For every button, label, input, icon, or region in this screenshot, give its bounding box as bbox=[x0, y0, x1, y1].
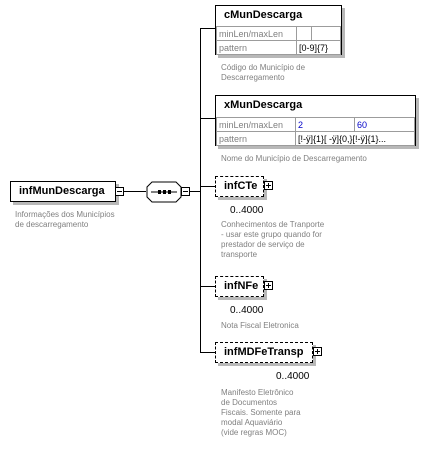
element-name: xMunDescarga bbox=[224, 99, 303, 111]
element-description: Nota Fiscal Eletronica bbox=[221, 321, 299, 330]
occurrence-label: 0..4000 bbox=[230, 205, 264, 216]
root-connector bbox=[124, 191, 146, 192]
branch-infnfe bbox=[200, 286, 215, 287]
facet-value: [0-9]{7} bbox=[297, 41, 341, 55]
expand-icon[interactable] bbox=[264, 281, 273, 290]
branch-infmdfe bbox=[200, 352, 215, 353]
element-name: infNFe bbox=[224, 280, 259, 292]
element-infmdfetransp[interactable] bbox=[215, 342, 313, 363]
collapse-icon[interactable] bbox=[115, 187, 124, 196]
sequence-connector bbox=[190, 191, 200, 192]
facet-key: minLen/maxLen bbox=[217, 27, 297, 41]
facet-value-2: 60 bbox=[355, 118, 415, 132]
expand-icon[interactable] bbox=[313, 347, 322, 356]
element-infcte[interactable] bbox=[215, 176, 264, 197]
facet-value-2 bbox=[312, 27, 341, 41]
branch-infcte bbox=[200, 186, 215, 187]
element-cmundescarga[interactable] bbox=[215, 5, 342, 55]
element-infnfe[interactable] bbox=[215, 276, 264, 297]
facet-value bbox=[297, 27, 312, 41]
element-description: Nome do Município de Descarregamento bbox=[221, 154, 367, 163]
element-name: cMunDescarga bbox=[224, 9, 303, 21]
root-element-box[interactable] bbox=[10, 181, 116, 202]
branch-xmun bbox=[200, 118, 215, 119]
sequence-collapse-icon[interactable] bbox=[181, 187, 190, 196]
tree-trunk bbox=[200, 28, 201, 352]
facet-value: [!-ÿ]{1}[ -ÿ]{0,}[!-ÿ]{1}... bbox=[296, 132, 415, 146]
facet-key: minLen/maxLen bbox=[217, 118, 296, 132]
facet-key: pattern bbox=[217, 132, 296, 146]
element-name: infCTe bbox=[224, 180, 258, 192]
occurrence-label: 0..4000 bbox=[276, 371, 310, 382]
element-xmundescarga[interactable] bbox=[215, 95, 416, 146]
facets-table bbox=[216, 26, 341, 55]
expand-icon[interactable] bbox=[264, 181, 273, 190]
element-name: infMDFeTransp bbox=[224, 346, 304, 358]
facet-value: 2 bbox=[296, 118, 355, 132]
element-description: Conhecimentos de Tranporte - usar este grupo quando for prestador de serviço de transporte bbox=[221, 220, 325, 259]
root-element-name: infMunDescarga bbox=[19, 185, 105, 197]
branch-cmun bbox=[200, 28, 215, 29]
element-description: Manifesto Eletrônico de Documentos Fiscais. Somente para modal Aquaviário (vide regras MOC) bbox=[221, 388, 301, 437]
sequence-compositor-icon[interactable] bbox=[146, 181, 182, 203]
facets-table bbox=[216, 117, 415, 146]
facet-key: pattern bbox=[217, 41, 297, 55]
root-description: Informações dos Municípios de descarregamento bbox=[15, 210, 115, 229]
occurrence-label: 0..4000 bbox=[230, 305, 264, 316]
element-description: Código do Município de Descarregamento bbox=[221, 63, 306, 82]
